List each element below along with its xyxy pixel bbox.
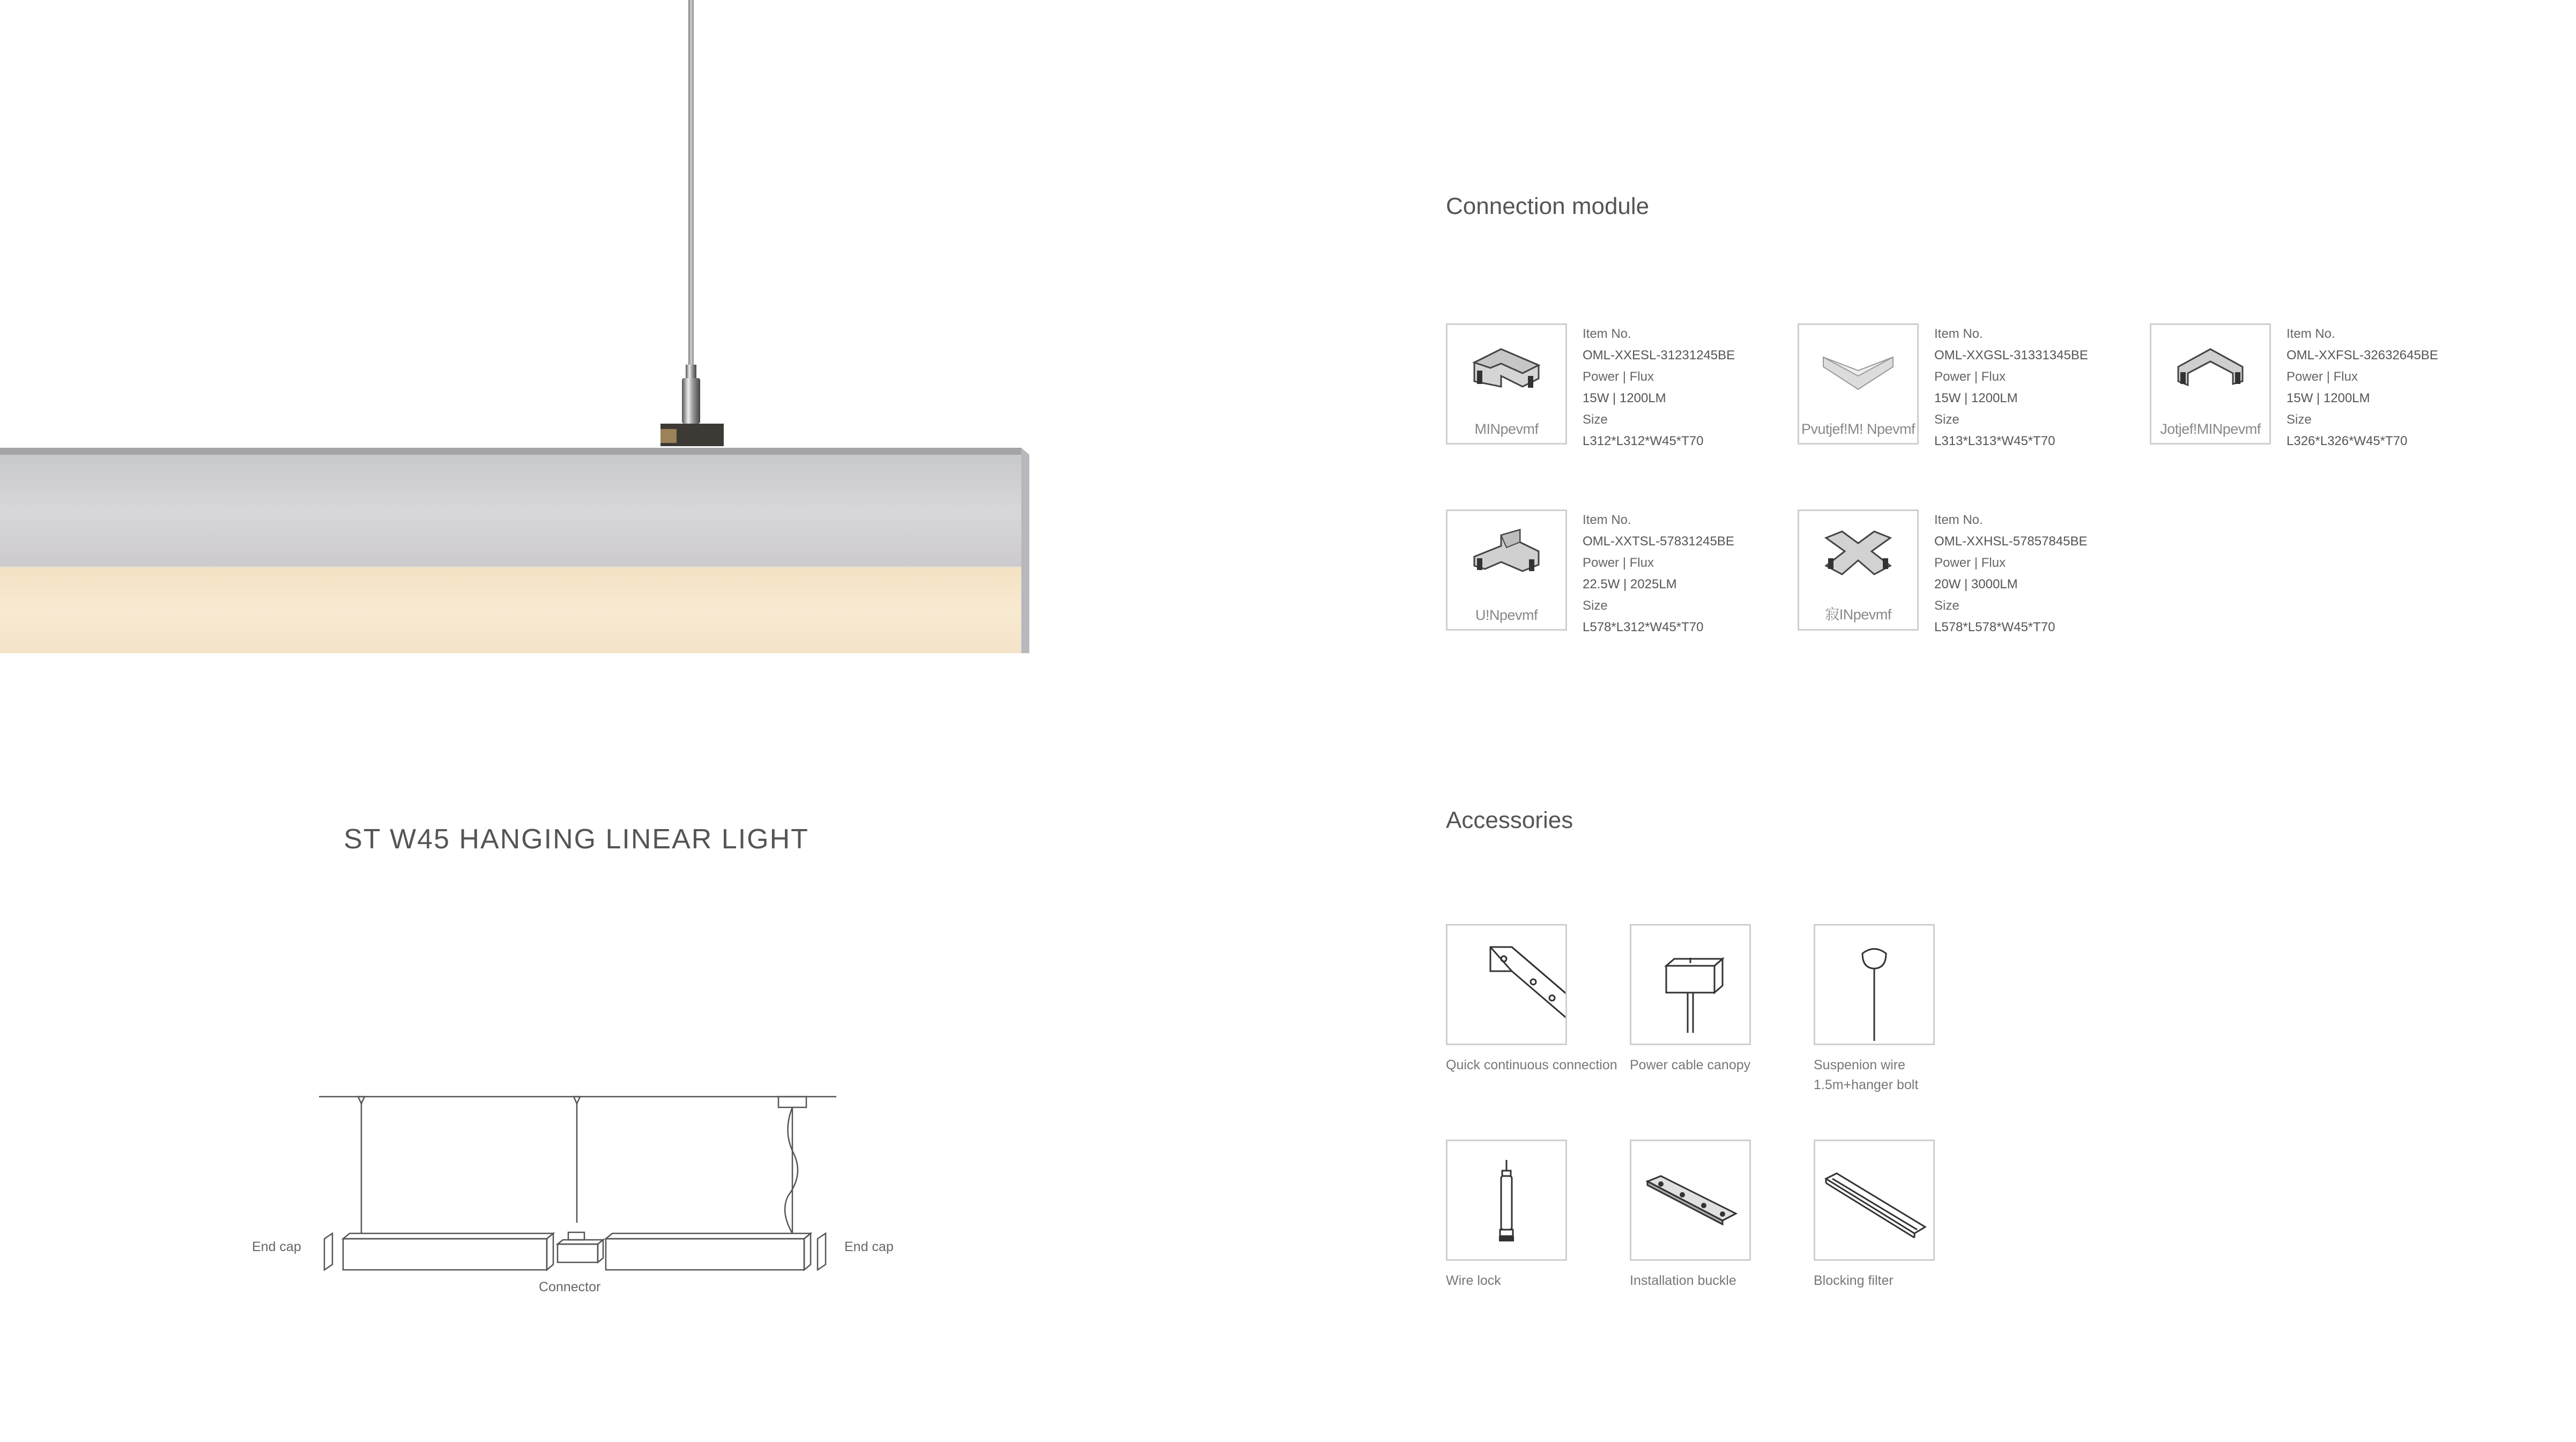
accessory-card — [1630, 1140, 1791, 1317]
item-no-value: OML-XXTSL-57831245BE — [1583, 534, 1734, 549]
canopy-icon — [1631, 926, 1749, 1044]
item-no-label: Item No. — [1583, 513, 1631, 527]
module-caption: MINpevmf — [1474, 421, 1539, 437]
accessory-thumbnail — [1814, 1140, 1935, 1261]
module-caption: 寂INpevmf — [1825, 607, 1891, 623]
module-caption: Pvutjef!M! Npevmf — [1801, 421, 1916, 437]
connector-label: Connector — [539, 1280, 601, 1295]
power-value: 22.5W | 2025LM — [1583, 577, 1677, 591]
item-no-value: OML-XXFSL-32632645BE — [2287, 348, 2438, 363]
suspension-wire-icon — [1815, 926, 1933, 1044]
hanging-lamp-photo — [0, 0, 1029, 654]
accessory-label: Installation buckle — [1630, 1273, 1736, 1288]
module-thumbnail — [1446, 323, 1567, 445]
item-no-label: Item No. — [1934, 327, 1983, 341]
accessory-label: Blocking filter — [1814, 1273, 1894, 1288]
accessory-card — [1814, 1140, 1974, 1317]
connection-module-card — [2150, 323, 2498, 452]
accessory-card — [1630, 924, 1791, 1101]
item-no-value: OML-XXHSL-57857845BE — [1934, 534, 2088, 549]
installation-buckle-icon — [1631, 1141, 1749, 1259]
power-label: Power | Flux — [1934, 556, 2006, 570]
accessory-card — [1446, 1140, 1607, 1317]
module-thumbnail — [2150, 323, 2271, 445]
size-value: L313*L313*W45*T70 — [1934, 434, 2055, 448]
module-thumbnail — [1798, 509, 1919, 631]
power-label: Power | Flux — [1934, 369, 2006, 384]
size-label: Size — [1934, 598, 1959, 613]
item-no-value: OML-XXGSL-31331345BE — [1934, 348, 2088, 363]
end-cap-left-label: End cap — [252, 1239, 301, 1254]
connection-module-title: Connection module — [1446, 193, 1650, 219]
quick-connector-icon — [1447, 926, 1565, 1044]
item-no-value: OML-XXESL-31231245BE — [1583, 348, 1735, 363]
accessory-thumbnail — [1630, 924, 1751, 1045]
power-label: Power | Flux — [1583, 369, 1654, 384]
module-info — [2287, 323, 2438, 452]
size-value: L578*L578*W45*T70 — [1934, 620, 2055, 634]
module-info — [1583, 323, 1735, 452]
item-no-label: Item No. — [1583, 327, 1631, 341]
t-connector-icon — [1469, 527, 1544, 586]
module-caption: Jotjef!MINpevmf — [2160, 421, 2261, 437]
accessory-thumbnail — [1814, 924, 1935, 1045]
accessory-label: Suspenion wire 1.5m+hanger bolt — [1814, 1058, 1919, 1092]
size-label: Size — [1583, 412, 1608, 427]
power-label: Power | Flux — [1583, 556, 1654, 570]
accessory-thumbnail — [1446, 1140, 1567, 1261]
size-label: Size — [1583, 598, 1608, 613]
size-value: L312*L312*W45*T70 — [1583, 434, 1704, 448]
accessory-thumbnail — [1446, 924, 1567, 1045]
accessory-label: Wire lock — [1446, 1273, 1501, 1288]
x-connector-icon — [1821, 527, 1896, 586]
power-value: 15W | 1200LM — [1934, 391, 2018, 405]
inner-l-connector-icon — [2173, 341, 2248, 400]
wire-lock-icon — [1447, 1141, 1565, 1259]
v-connector-icon — [1821, 341, 1896, 400]
power-label: Power | Flux — [2287, 369, 2358, 384]
connection-module-card — [1798, 323, 2146, 452]
accessory-card — [1814, 924, 1974, 1101]
module-thumbnail — [1798, 323, 1919, 445]
l-connector-icon — [1469, 341, 1544, 400]
power-value: 15W | 1200LM — [2287, 391, 2370, 405]
accessory-label: Quick continuous connection — [1446, 1058, 1617, 1073]
module-info — [1934, 323, 2088, 452]
end-cap-right-label: End cap — [844, 1239, 894, 1254]
item-no-label: Item No. — [2287, 327, 2335, 341]
size-label: Size — [2287, 412, 2312, 427]
product-title: ST W45 HANGING LINEAR LIGHT — [344, 824, 809, 855]
module-info — [1583, 509, 1734, 638]
installation-diagram — [236, 1073, 927, 1298]
connection-module-card — [1446, 323, 1794, 452]
accessory-label: Power cable canopy — [1630, 1058, 1751, 1073]
module-info — [1934, 509, 2088, 638]
size-value: L326*L326*W45*T70 — [2287, 434, 2408, 448]
accessories-title: Accessories — [1446, 807, 1573, 833]
connection-module-card — [1446, 509, 1794, 638]
power-value: 15W | 1200LM — [1583, 391, 1666, 405]
blocking-filter-icon — [1815, 1141, 1933, 1259]
module-caption: U!Npevmf — [1475, 607, 1538, 623]
accessory-thumbnail — [1630, 1140, 1751, 1261]
size-label: Size — [1934, 412, 1959, 427]
size-value: L578*L312*W45*T70 — [1583, 620, 1704, 634]
power-value: 20W | 3000LM — [1934, 577, 2018, 591]
item-no-label: Item No. — [1934, 513, 1983, 527]
module-thumbnail — [1446, 509, 1567, 631]
accessory-card — [1446, 924, 1617, 1101]
connection-module-card — [1798, 509, 2146, 638]
